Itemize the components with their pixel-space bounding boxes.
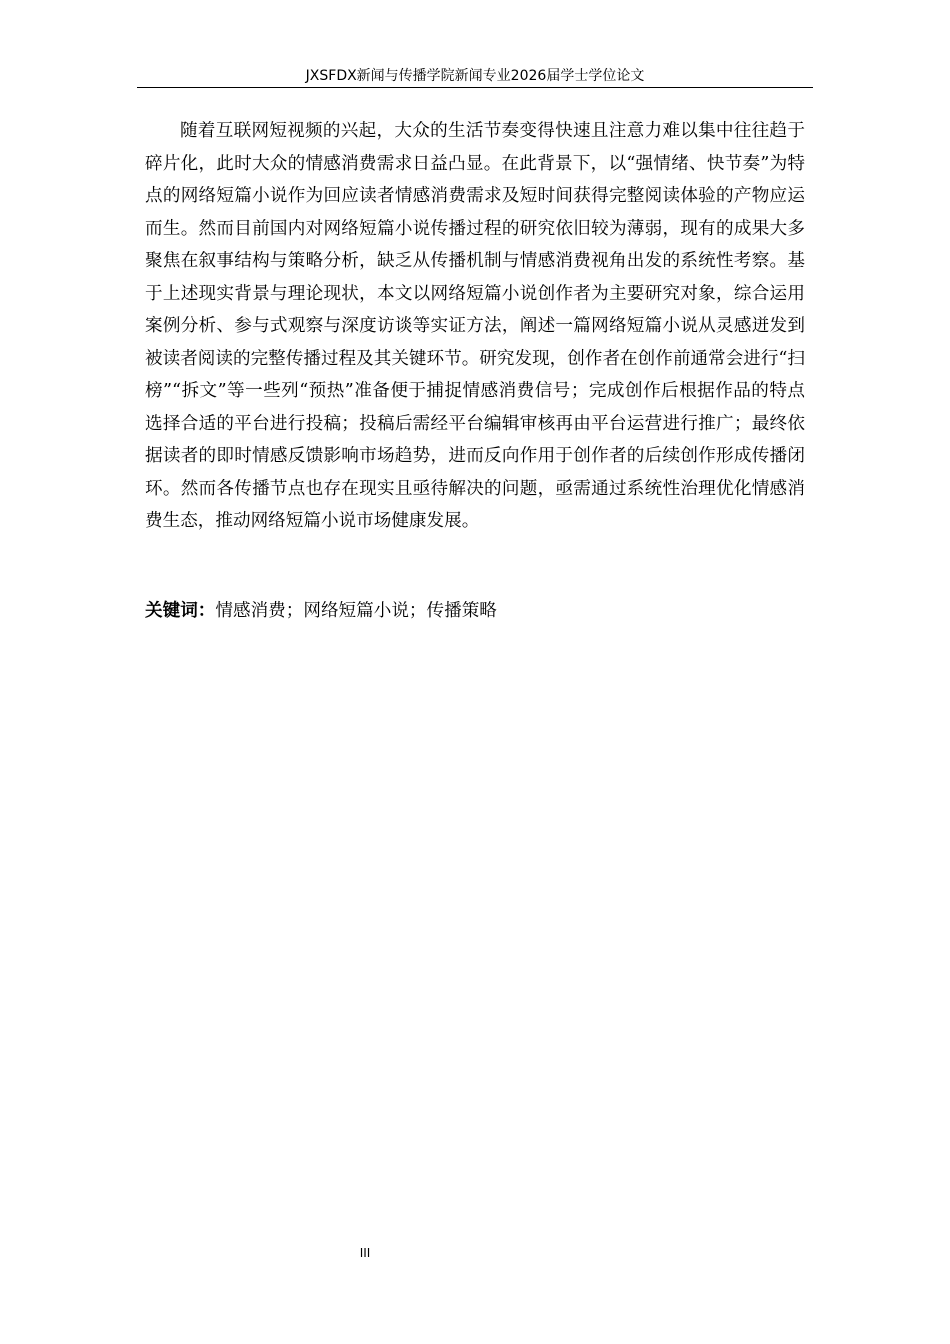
abstract-paragraph: 随着互联网短视频的兴起，大众的生活节奏变得快速且注意力难以集中往往趋于碎片化，此时大众的情感消费需求日益凸显。在此背景下，以“强情绪、快节奏”为特点的网络短篇小说作为回应读者情感消费需求及短时间获得完整阅读体验的产物应运而生。然而目前国内对网络短篇小说传播过程的研究依旧较为薄弱，现有的成果大多聚焦在叙事结构与策略分析，缺乏从传播机制与情感消费视角出发的系统性考察。基于上述现实背景与理论现状，本文以网络短篇小说创作者为主要研究对象，综合运用案例分析、参与式观察与深度访谈等实证方法，阐述一篇网络短篇小说从灵感迸发到被读者阅读的完整传播过程及其关键环节。研究发现，创作者在创作前通常会进行“扫榜”“拆文”等一些列“预热”准备便于捕捉情感消费信号；完成创作后根据作品的特点选择合适的平台进行投稿；投稿后需经平台编辑审核再由平台运营进行推广；最终依据读者的即时情感反馈影响市场趋势，进而反向作用于创作者的后续创作形成传播闭环。然而各传播节点也存在现实且亟待解决的问题，亟需通过系统性治理优化情感消费生态，推动网络短篇小说市场健康发展。: [145, 121, 805, 531]
header-divider: [137, 87, 813, 88]
keywords-line: [145, 595, 805, 627]
keywords-value: 情感消费；网络短篇小说；传播策略: [215, 601, 497, 621]
page-header: JXSFDX新闻与传播学院新闻专业2026届学士学位论文: [305, 68, 645, 84]
page-number: III: [359, 1246, 371, 1260]
keywords-label: 关键词：: [145, 601, 216, 621]
